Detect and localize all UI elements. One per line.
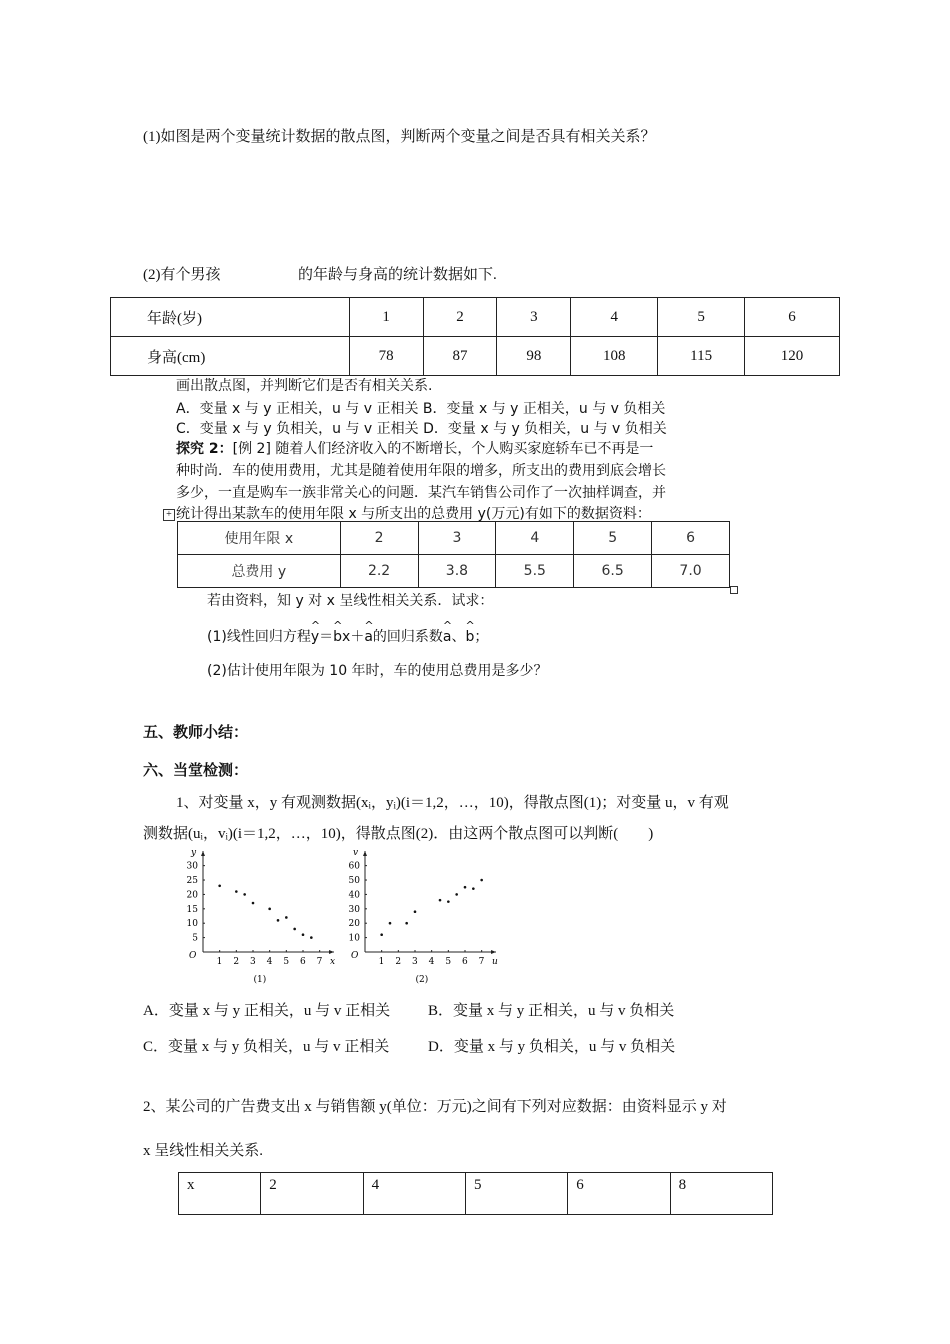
scatter-plot-2	[349, 850, 498, 985]
scatter-point	[235, 890, 238, 893]
scatter-plot-1	[187, 850, 336, 985]
table-cell: 3	[497, 298, 571, 337]
example-line-3: C．变量 x 与 y 负相关，u 与 v 正相关 D．变量 x 与 y 负相关，u 与 v 负相关	[176, 421, 667, 437]
table-cell: 2	[340, 522, 418, 555]
x-tick-label: 2	[233, 957, 240, 967]
scatter-point	[405, 922, 408, 925]
y-tick-label: 25	[186, 876, 198, 887]
question-2-suffix: 的年龄与身高的统计数据如下.	[298, 267, 497, 283]
table-cell: 120	[745, 337, 840, 376]
y-tick-label: 20	[186, 890, 198, 901]
x-tick-label: 1	[216, 957, 223, 967]
y-axis-arrow	[363, 851, 367, 856]
example-line-1: 画出散点图，并判断它们是否有相关关系.	[176, 378, 433, 394]
table-cell: 3.8	[418, 555, 496, 588]
section-class-test: 六、当堂检测：	[143, 763, 249, 779]
scatter-point	[472, 887, 475, 890]
scatter-point	[268, 908, 271, 911]
table-cell: 6	[745, 298, 840, 337]
y-hat: ^ y	[311, 629, 319, 645]
table-cell: 4	[571, 298, 658, 337]
table-cell: 78	[349, 337, 423, 376]
scatter-plots	[175, 850, 505, 990]
rq-prefix: (1)线性回归方程	[207, 629, 311, 645]
table-row	[178, 522, 730, 555]
scatter-point	[480, 879, 483, 882]
scatter-point	[464, 886, 467, 889]
x-tick-label: 3	[250, 957, 256, 967]
table-cell: 108	[571, 337, 658, 376]
table-cell: 5	[465, 1173, 567, 1215]
scatter-point	[218, 884, 221, 887]
example-line-2: A．变量 x 与 y 正相关，u 与 v 正相关 B．变量 x 与 y 正相关，u 与 v 负相关	[176, 401, 666, 417]
table-resize-handle[interactable]	[730, 586, 738, 594]
y-tick-label: 10	[186, 919, 198, 930]
explore-label: 探究 2：	[176, 441, 233, 457]
y-tick-label: 30	[186, 861, 198, 872]
y-tick-label: 50	[348, 876, 360, 887]
y-tick-label: 20	[348, 919, 360, 930]
table-cell: 4	[496, 522, 574, 555]
y-tick-label: 5	[192, 933, 198, 944]
x-tick-label: 5	[445, 957, 452, 967]
table-cell: 年龄(岁)	[111, 298, 350, 337]
b-hat: ^ b	[333, 629, 342, 645]
rq-sep: 、	[451, 629, 466, 645]
example-line-4	[176, 438, 653, 458]
scatter-point	[243, 893, 246, 896]
rq-mid: 的回归系数	[372, 629, 443, 645]
table-cell: 6.5	[574, 555, 652, 588]
y-axis-label: y	[191, 850, 197, 858]
table-cell: 2	[423, 298, 497, 337]
x-axis-label: u	[492, 957, 498, 967]
scatter-point	[447, 900, 450, 903]
example-line-5: 种时尚．车的使用费用，尤其是随着使用年限的增多，所支出的费用到底会增长	[176, 463, 666, 479]
scatter-point	[302, 933, 305, 936]
table-cell: 2.2	[340, 555, 418, 588]
b-hat-2: ^ b	[466, 629, 475, 645]
table-cell: 5.5	[496, 555, 574, 588]
table-row	[179, 1173, 773, 1215]
table-move-handle[interactable]: +	[163, 509, 175, 521]
origin-label: O	[189, 951, 197, 961]
a-hat: ^ a	[364, 629, 373, 645]
test1-line-2: 测数据(uᵢ，vᵢ)(i＝1,2，…，10)，得散点图(2)．由这两个散点图可以判断( )	[143, 826, 654, 842]
test1-option-d[interactable]: D．变量 x 与 y 负相关，u 与 v 负相关	[428, 1039, 676, 1055]
table-row	[111, 298, 840, 337]
test2-line-2: x 呈线性相关关系.	[143, 1143, 264, 1159]
x-tick-label: 6	[300, 957, 306, 967]
x-axis-label: x	[330, 957, 336, 967]
table-cell: 6	[652, 522, 730, 555]
scatter-point	[380, 933, 383, 936]
table-cell: 身高(cm)	[111, 337, 350, 376]
y-tick-label: 10	[348, 933, 360, 944]
car-cost-table	[177, 521, 730, 588]
table-cell: 使用年限 x	[178, 522, 341, 555]
x-tick-label: 4	[266, 957, 273, 967]
table-cell: 6	[568, 1173, 670, 1215]
table-row	[178, 555, 730, 588]
table-cell: 2	[261, 1173, 363, 1215]
x-tick-label: 3	[412, 957, 418, 967]
test1-option-b[interactable]: B．变量 x 与 y 正相关，u 与 v 负相关	[428, 1003, 675, 1019]
table-cell: 3	[418, 522, 496, 555]
test1-option-a[interactable]: A．变量 x 与 y 正相关，u 与 v 正相关	[143, 1003, 391, 1019]
scatter-point	[310, 936, 313, 939]
x-tick-label: 6	[462, 957, 468, 967]
a-hat-2: ^ a	[443, 629, 452, 645]
question-1: (1)如图是两个变量统计数据的散点图，判断两个变量之间是否具有相关关系？	[143, 129, 656, 145]
rq-x: x＋	[342, 629, 365, 645]
rq-eq: ＝	[319, 629, 334, 645]
chart-caption: (1)	[253, 975, 267, 985]
explore-text: [例 2] 随着人们经济收入的不断增长，个人购买家庭轿车已不再是一	[232, 441, 654, 457]
scatter-point	[285, 916, 288, 919]
section-teacher-summary: 五、教师小结：	[143, 725, 249, 741]
rq-end: ；	[474, 629, 489, 645]
table-cell: 1	[349, 298, 423, 337]
scatter-point	[293, 928, 296, 931]
scatter-point	[252, 902, 255, 905]
scatter-point	[439, 899, 442, 902]
x-tick-label: 2	[395, 957, 402, 967]
test1-line-1: 1、对变量 x，y 有观测数据(xᵢ，yᵢ)(i＝1,2，…，10)，得散点图(1)；对变量 u，v 有观	[176, 795, 729, 811]
test2-line-1: 2、某公司的广告费支出 x 与销售额 y(单位：万元)之间有下列对应数据：由资料显示 y 对	[143, 1099, 727, 1115]
table-cell: 5	[574, 522, 652, 555]
test1-option-c[interactable]: C．变量 x 与 y 负相关，u 与 v 正相关	[143, 1039, 390, 1055]
x-tick-label: 1	[378, 957, 385, 967]
question-2-prefix: (2)有个男孩	[143, 267, 221, 283]
estimate-question: (2)估计使用年限为 10 年时，车的使用总费用是多少？	[207, 663, 548, 679]
table-cell: 总费用 y	[178, 555, 341, 588]
table-cell: 115	[658, 337, 745, 376]
y-tick-label: 40	[348, 890, 360, 901]
chart-caption: (2)	[415, 975, 429, 985]
table-cell: 8	[670, 1173, 772, 1215]
origin-label: O	[351, 951, 359, 961]
y-tick-label: 15	[186, 904, 198, 915]
table-cell: 87	[423, 337, 497, 376]
y-axis-arrow	[201, 851, 205, 856]
y-tick-label: 30	[348, 904, 360, 915]
x-tick-label: 7	[478, 957, 485, 967]
regression-question	[207, 626, 488, 646]
scatter-point	[389, 922, 392, 925]
scatter-point	[455, 893, 458, 896]
y-axis-label: v	[353, 850, 359, 858]
x-tick-label: 5	[283, 957, 290, 967]
table-row	[111, 337, 840, 376]
x-tick-label: 4	[428, 957, 435, 967]
example-line-7: 统计得出某款车的使用年限 x 与所支出的总费用 y(万元)有如下的数据资料：	[176, 506, 651, 522]
ad-sales-table	[178, 1172, 773, 1215]
x-axis-arrow	[329, 950, 334, 954]
x-axis-arrow	[491, 950, 496, 954]
example-line-6: 多少，一直是购车一族非常关心的问题．某汽车销售公司作了一次抽样调查，并	[176, 485, 666, 501]
y-tick-label: 60	[348, 861, 360, 872]
table-cell: 4	[363, 1173, 465, 1215]
age-height-table	[110, 297, 840, 376]
scatter-point	[414, 910, 417, 913]
x-tick-label: 7	[316, 957, 323, 967]
table-cell: 7.0	[652, 555, 730, 588]
table-cell: 5	[658, 298, 745, 337]
table-cell: 98	[497, 337, 571, 376]
scatter-point	[277, 919, 280, 922]
table-cell: x	[179, 1173, 261, 1215]
after-table-line-1: 若由资料，知 y 对 x 呈线性相关关系．试求：	[207, 593, 494, 609]
